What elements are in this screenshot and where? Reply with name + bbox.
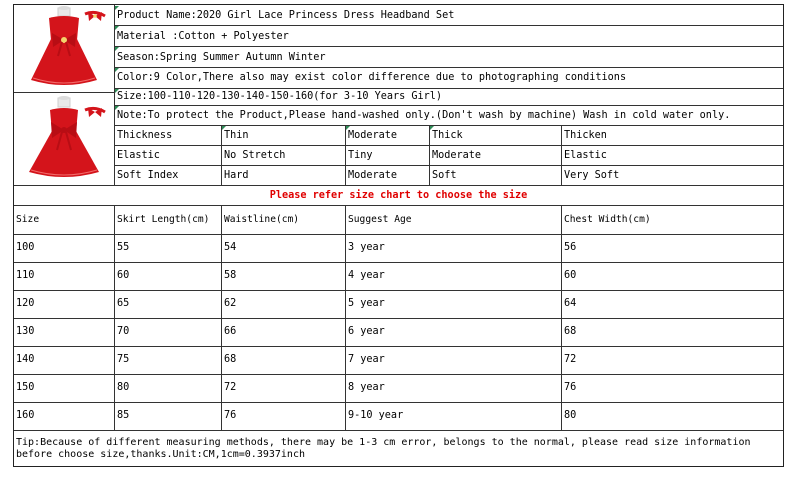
attr-value: Very Soft (564, 170, 620, 181)
skirt-length-cell: 60 (117, 270, 130, 281)
attr-label-elastic: Elastic (117, 150, 160, 161)
suggest-age-cell: 4 year (348, 270, 385, 281)
size-sheet (13, 4, 784, 467)
skirt-length-cell: 55 (117, 242, 130, 253)
care-note: Note:To protect the Product,Please hand-washed only.(Don't wash by machine) Wash in cold water only. (117, 110, 731, 121)
attr-label-soft-index: Soft Index (117, 170, 179, 181)
size-cell: 130 (16, 326, 35, 337)
measurement-tip: Tip:Because of different measuring methods, there may be 1-3 cm error, belongs to the normal, please read size information before choose size,thanks.Unit:CM,1cm=0.3937inch (16, 437, 751, 460)
skirt-length-cell: 85 (117, 410, 130, 421)
waistline-cell: 62 (224, 298, 237, 309)
suggest-age-cell: 9-10 year (348, 410, 404, 421)
size-cell: 110 (16, 270, 35, 281)
attr-value: Thick (432, 130, 463, 141)
attr-value: Elastic (564, 150, 607, 161)
attr-value: Moderate (348, 170, 398, 181)
attr-label-thickness: Thickness (117, 130, 173, 141)
waistline-cell: 58 (224, 270, 237, 281)
size-header: Size (16, 214, 40, 225)
dress-photo-front (15, 6, 113, 92)
size-cell: 100 (16, 242, 35, 253)
attr-value: No Stretch (224, 150, 286, 161)
skirt-length-header: Skirt Length(cm) (117, 214, 210, 225)
product-color: Color:9 Color,There also may exist color difference due to photographing conditions (117, 72, 627, 83)
size-cell: 160 (16, 410, 35, 421)
size-cell: 120 (16, 298, 35, 309)
attr-value: Moderate (348, 130, 398, 141)
chest-width-cell: 60 (564, 270, 577, 281)
dress-photo-back (15, 94, 113, 184)
attr-value: Tiny (348, 150, 373, 161)
suggest-age-cell: 3 year (348, 242, 385, 253)
suggest-age-cell: 5 year (348, 298, 385, 309)
attr-value: Thin (224, 130, 249, 141)
chest-width-cell: 76 (564, 382, 577, 393)
attr-value: Soft (432, 170, 457, 181)
skirt-length-cell: 80 (117, 382, 130, 393)
waistline-cell: 54 (224, 242, 237, 253)
skirt-length-cell: 75 (117, 354, 130, 365)
attr-value: Hard (224, 170, 249, 181)
suggest-age-cell: 7 year (348, 354, 385, 365)
skirt-length-cell: 70 (117, 326, 130, 337)
attr-value: Moderate (432, 150, 482, 161)
waistline-cell: 66 (224, 326, 237, 337)
chest-width-header: Chest Width(cm) (564, 214, 651, 225)
waistline-cell: 68 (224, 354, 237, 365)
waistline-cell: 72 (224, 382, 237, 393)
product-material: Material :Cotton + Polyester (117, 31, 289, 42)
chest-width-cell: 64 (564, 298, 577, 309)
suggest-age-header: Suggest Age (348, 214, 412, 225)
chest-width-cell: 80 (564, 410, 577, 421)
attr-value: Thicken (564, 130, 607, 141)
skirt-length-cell: 65 (117, 298, 130, 309)
chest-width-cell: 56 (564, 242, 577, 253)
product-season: Season:Spring Summer Autumn Winter (117, 52, 326, 63)
product-size: Size:100-110-120-130-140-150-160(for 3-10 Years Girl) (117, 91, 443, 102)
product-name: Product Name:2020 Girl Lace Princess Dress Headband Set (117, 10, 455, 21)
size-cell: 140 (16, 354, 35, 365)
suggest-age-cell: 8 year (348, 382, 385, 393)
suggest-age-cell: 6 year (348, 326, 385, 337)
waistline-cell: 76 (224, 410, 237, 421)
waistline-header: Waistline(cm) (224, 214, 300, 225)
chest-width-cell: 68 (564, 326, 577, 337)
size-cell: 150 (16, 382, 35, 393)
chest-width-cell: 72 (564, 354, 577, 365)
size-chart-notice: Please refer size chart to choose the size (269, 190, 528, 201)
